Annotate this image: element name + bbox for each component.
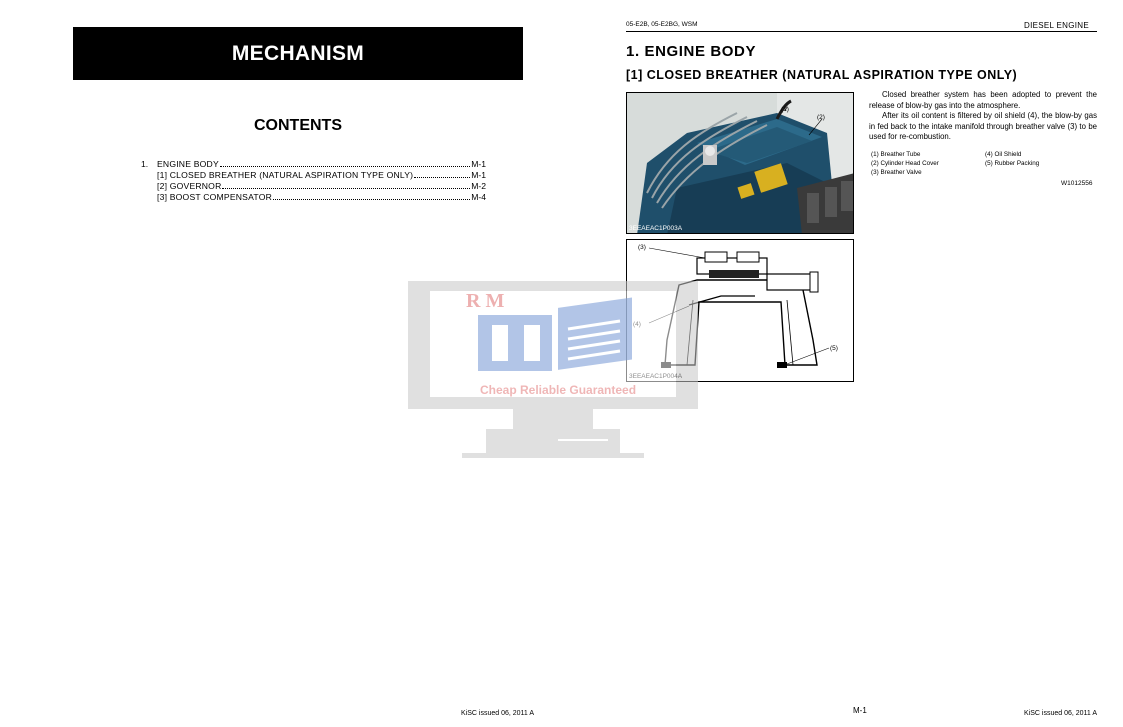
toc-item-engine-body[interactable] (141, 159, 486, 170)
toc-item-page: M-1 (471, 170, 486, 180)
toc-item-label: [1] CLOSED BREATHER (NATURAL ASPIRATION TYPE ONLY) (157, 170, 414, 180)
toc-item-page: M-1 (471, 159, 486, 169)
paragraph-2: After its oil content is filtered by oil shield (4), the blow-by gas in fed back to the intake manifold through breather valve (3) to be used for re-combustion. (869, 111, 1097, 141)
reference-code: W1012556 (1061, 180, 1093, 187)
engine-photo (626, 92, 854, 234)
left-footer: KiSC issued 06, 2011 A (461, 710, 535, 717)
right-footer: KiSC issued 06, 2011 A (1024, 710, 1098, 717)
header-title: DIESEL ENGINE (1024, 21, 1089, 30)
legend-item: (4) Oil Shield (985, 151, 1022, 158)
parts-legend (871, 150, 1099, 177)
section-title: 1. ENGINE BODY (626, 43, 757, 60)
legend-item: (2) Cylinder Head Cover (871, 160, 939, 167)
toc-item-boost-compensator[interactable] (141, 192, 486, 203)
toc-leader-dots (222, 188, 470, 189)
toc-item-number: 1. (141, 159, 149, 169)
callout-3: (3) (638, 244, 646, 251)
subsection-title: [1] CLOSED BREATHER (NATURAL ASPIRATION TYPE ONLY) (626, 68, 1018, 82)
callout-5: (5) (830, 345, 838, 352)
photo1-code: 3EEAEAC1P003A (629, 225, 683, 232)
legend-item: (5) Rubber Packing (985, 160, 1040, 167)
toc-item-label: [3] BOOST COMPENSATOR (157, 192, 272, 202)
toc-leader-dots (414, 177, 470, 178)
monitor-watermark-icon (408, 281, 698, 461)
callout-1: (1) (781, 106, 789, 113)
callout-2: (2) (817, 114, 825, 121)
table-of-contents (141, 159, 486, 203)
header-model: 05-E2B, 05-E2BG, WSM (626, 21, 698, 28)
toc-leader-dots (273, 199, 470, 200)
legend-item: (1) Breather Tube (871, 151, 921, 158)
paragraph-1: Closed breather system has been adopted to prevent the release of blow-by gas into the atmosphere. (869, 90, 1097, 110)
body-text (869, 90, 1097, 143)
toc-leader-dots (220, 166, 470, 167)
header-rule (626, 31, 1097, 32)
legend-item: (3) Breather Valve (871, 169, 922, 176)
toc-item-page: M-2 (471, 181, 486, 191)
contents-title: CONTENTS (254, 117, 342, 134)
watermark (408, 281, 698, 461)
toc-item-governor[interactable] (141, 181, 486, 192)
page-number: M-1 (853, 706, 867, 715)
toc-item-label: ENGINE BODY (157, 159, 219, 169)
mechanism-banner (73, 27, 523, 80)
engine-illustration (627, 93, 854, 234)
toc-item-page: M-4 (471, 192, 486, 202)
watermark-tagline: Cheap Reliable Guaranteed (480, 383, 637, 397)
toc-item-closed-breather[interactable] (141, 170, 486, 181)
watermark-letters: R M (466, 290, 505, 312)
toc-item-label: [2] GOVERNOR (157, 181, 222, 191)
mechanism-title: MECHANISM (231, 41, 365, 65)
